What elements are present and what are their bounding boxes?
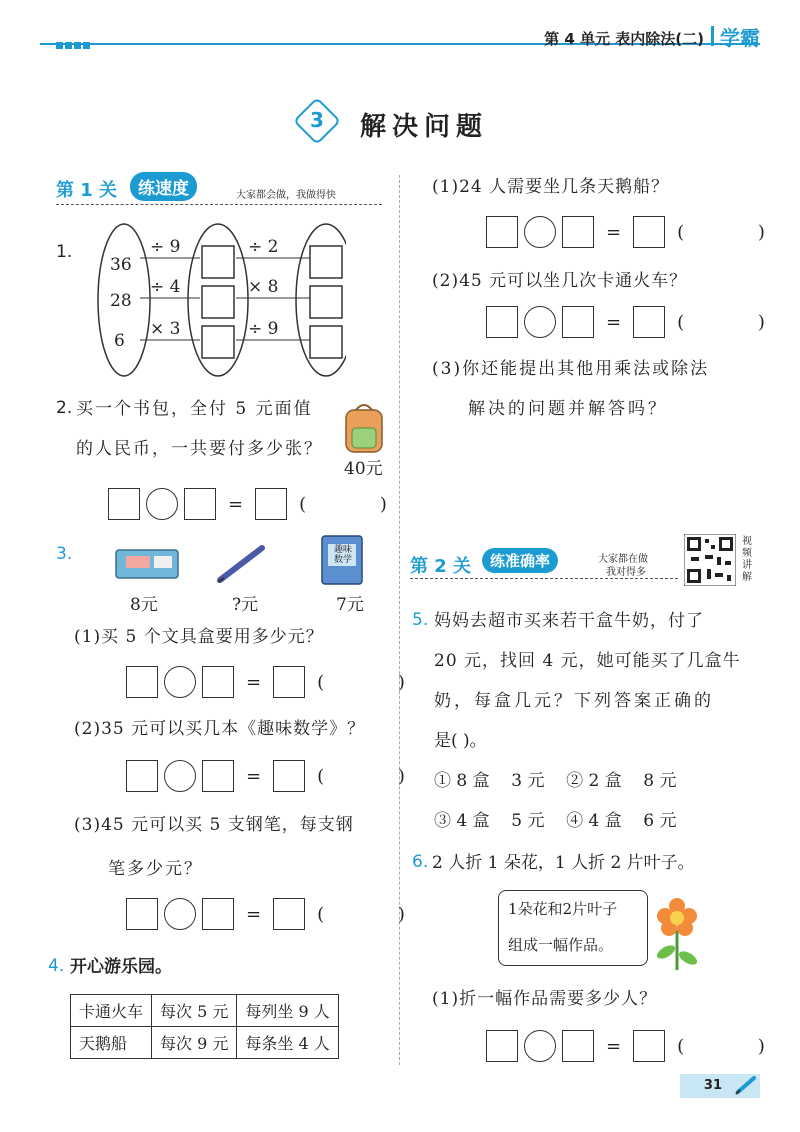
q5-text-line4[interactable]: 是( )。 [434, 731, 487, 751]
answer-box[interactable] [562, 306, 594, 338]
q4-sub2-equation [486, 306, 799, 338]
q6-sub1-equation [486, 1030, 799, 1062]
table-cell: 每次 5 元 [152, 995, 237, 1027]
unit-title: 第 4 单元 表内除法(二) [544, 30, 704, 48]
q1-box-mid-3 [202, 326, 234, 358]
level-1-underline [56, 204, 382, 205]
answer-box[interactable] [202, 898, 234, 930]
table-cell: 每条坐 4 人 [237, 1027, 338, 1059]
equals-sign: = [246, 765, 262, 787]
answer-box[interactable] [633, 1030, 665, 1062]
level-1-label: 第 1 关 [56, 180, 118, 201]
q3-price-1: 8元 [130, 595, 158, 615]
q2-text-line1: 买一个书包，全付 5 元面值 [76, 399, 313, 419]
equals-sign: = [246, 903, 262, 925]
q2-equation [108, 488, 421, 520]
q4-sub1: (1)24 人需要坐几条天鹅船？ [432, 177, 670, 197]
unit-paren[interactable]: ( ) [677, 311, 799, 333]
q3-sub3-line2: 笔多少元？ [108, 859, 203, 879]
q2-text-line2: 的人民币，一共要付多少张？ [76, 439, 323, 459]
brand-logo: 学霸 [720, 26, 760, 50]
answer-box[interactable] [273, 898, 305, 930]
answer-box[interactable] [108, 488, 140, 520]
answer-box[interactable] [273, 666, 305, 698]
q4-sub2: (2)45 元可以坐几次卡通火车？ [432, 271, 688, 291]
q1-op-3a: × 3 [150, 319, 181, 339]
table-cell: 每列坐 9 人 [237, 995, 338, 1027]
q1-box-mid-2 [202, 286, 234, 318]
level-2-underline [410, 578, 678, 579]
q3-price-3: 7元 [336, 595, 364, 615]
book-cover-label: 趣味数学 [333, 545, 352, 565]
operator-circle[interactable] [524, 306, 556, 338]
section-number: 3 [310, 108, 324, 132]
operator-circle[interactable] [146, 488, 178, 520]
q2-number: 2. [56, 398, 73, 418]
answer-box[interactable] [202, 760, 234, 792]
level-1-pill: 练速度 [130, 172, 197, 201]
level-2-note-line2: 我对得多 [606, 567, 646, 578]
q5-text-line2: 20 元，找回 4 元，她可能买了几盒牛 [434, 651, 741, 671]
q5-text-line3: 奶，每盒几元？下列答案正确的 [434, 691, 714, 711]
operator-circle[interactable] [164, 898, 196, 930]
level-2-pill: 练准确率 [482, 548, 558, 573]
equals-sign: = [606, 221, 622, 243]
equals-sign: = [246, 671, 262, 693]
q1-input-2: 28 [110, 291, 132, 311]
answer-box[interactable] [126, 898, 158, 930]
q3-sub1-equation [126, 666, 439, 698]
q3-sub3-line1: (3)45 元可以买 5 支钢笔，每支钢 [74, 815, 354, 835]
pencil-case-icon [112, 540, 182, 584]
q3-sub3-equation [126, 898, 439, 930]
answer-box[interactable] [126, 666, 158, 698]
unit-paren[interactable]: ( ) [677, 1035, 799, 1057]
table-row [71, 1027, 339, 1059]
unit-paren[interactable]: ( ) [317, 903, 439, 925]
q4-number: 4. [48, 956, 65, 976]
operator-circle[interactable] [164, 666, 196, 698]
q6-sub1: (1)折一幅作品需要多少人？ [432, 989, 658, 1009]
q6-number: 6. [412, 852, 429, 872]
qr-code-icon[interactable] [684, 534, 736, 586]
answer-box[interactable] [562, 216, 594, 248]
equals-sign: = [606, 1035, 622, 1057]
q1-op-1b: ÷ 2 [248, 237, 279, 257]
q3-price-2: ?元 [232, 595, 259, 615]
page-number: 31 [703, 1078, 722, 1093]
q3-sub2: (2)35 元可以买几本《趣味数学》？ [74, 719, 366, 739]
level-1-note: 大家都会做，我做得快 [236, 190, 336, 201]
q1-op-2a: ÷ 4 [150, 277, 181, 297]
bubble-line2: 组成一幅作品。 [508, 936, 614, 954]
answer-box[interactable] [486, 306, 518, 338]
video-explanation-label[interactable]: 视频讲解 [742, 536, 752, 583]
operator-circle[interactable] [524, 216, 556, 248]
q5-text-line1: 妈妈去超市买来若干盒牛奶，付了 [434, 611, 704, 631]
column-divider [399, 175, 400, 1065]
unit-paren[interactable]: ( ) [317, 671, 439, 693]
answer-box[interactable] [633, 306, 665, 338]
q3-sub1: (1)买 5 个文具盒要用多少元？ [74, 627, 324, 647]
answer-box[interactable] [633, 216, 665, 248]
q3-number: 3. [56, 544, 73, 564]
table-cell: 天鹅船 [71, 1027, 152, 1059]
pencil-icon [734, 1074, 758, 1096]
q6-text: 2 人折 1 朵花，1 人折 2 片叶子。 [432, 853, 695, 873]
q1-box-out-3 [310, 326, 342, 358]
flower-icon [652, 896, 702, 972]
q4-sub3-line2: 解决的问题并解答吗？ [468, 399, 668, 419]
amusement-park-table [70, 994, 339, 1059]
q1-diagram [96, 222, 346, 382]
answer-box[interactable] [562, 1030, 594, 1062]
answer-box[interactable] [273, 760, 305, 792]
table-cell: 卡通火车 [71, 995, 152, 1027]
q4-sub3-line1: (3)你还能提出其他用乘法或除法 [432, 359, 710, 379]
answer-box[interactable] [202, 666, 234, 698]
page-title: 解决问题 [360, 112, 489, 142]
equals-sign: = [606, 311, 622, 333]
q1-number: 1. [56, 242, 73, 262]
table-row [71, 995, 339, 1027]
q1-box-out-2 [310, 286, 342, 318]
unit-paren[interactable]: ( ) [317, 765, 439, 787]
answer-box[interactable] [486, 216, 518, 248]
q3-sub2-equation [126, 760, 439, 792]
operator-circle[interactable] [164, 760, 196, 792]
q1-input-1: 36 [110, 255, 132, 275]
q1-op-2b: × 8 [248, 277, 279, 297]
pen-icon [214, 540, 270, 586]
backpack-price: 40元 [344, 459, 383, 479]
answer-box[interactable] [255, 488, 287, 520]
q5-number: 5. [412, 610, 429, 630]
q1-op-1a: ÷ 9 [150, 237, 181, 257]
unit-paren[interactable]: ( ) [677, 221, 799, 243]
level-2-label: 第 2 关 [410, 556, 472, 577]
q1-box-mid-1 [202, 246, 234, 278]
bubble-line1: 1朵花和2片叶子 [508, 900, 618, 918]
table-cell: 每次 9 元 [152, 1027, 237, 1059]
q1-box-out-1 [310, 246, 342, 278]
q4-title: 开心游乐园。 [70, 957, 172, 977]
answer-box[interactable] [486, 1030, 518, 1062]
equals-sign: = [228, 493, 244, 515]
q5-options-row2[interactable]: ③ 4 盒 5 元 ④ 4 盒 6 元 [434, 811, 677, 831]
q5-options-row1[interactable]: ① 8 盒 3 元 ② 2 盒 8 元 [434, 771, 677, 791]
backpack-icon [340, 400, 388, 456]
header-separator [711, 26, 714, 46]
q1-input-3: 6 [114, 331, 125, 351]
q4-sub1-equation [486, 216, 799, 248]
answer-box[interactable] [126, 760, 158, 792]
operator-circle[interactable] [524, 1030, 556, 1062]
q1-op-3b: ÷ 9 [248, 319, 279, 339]
level-2-note-line1: 大家都在做 [598, 554, 648, 565]
answer-box[interactable] [184, 488, 216, 520]
unit-paren[interactable]: ( ) [299, 493, 421, 515]
